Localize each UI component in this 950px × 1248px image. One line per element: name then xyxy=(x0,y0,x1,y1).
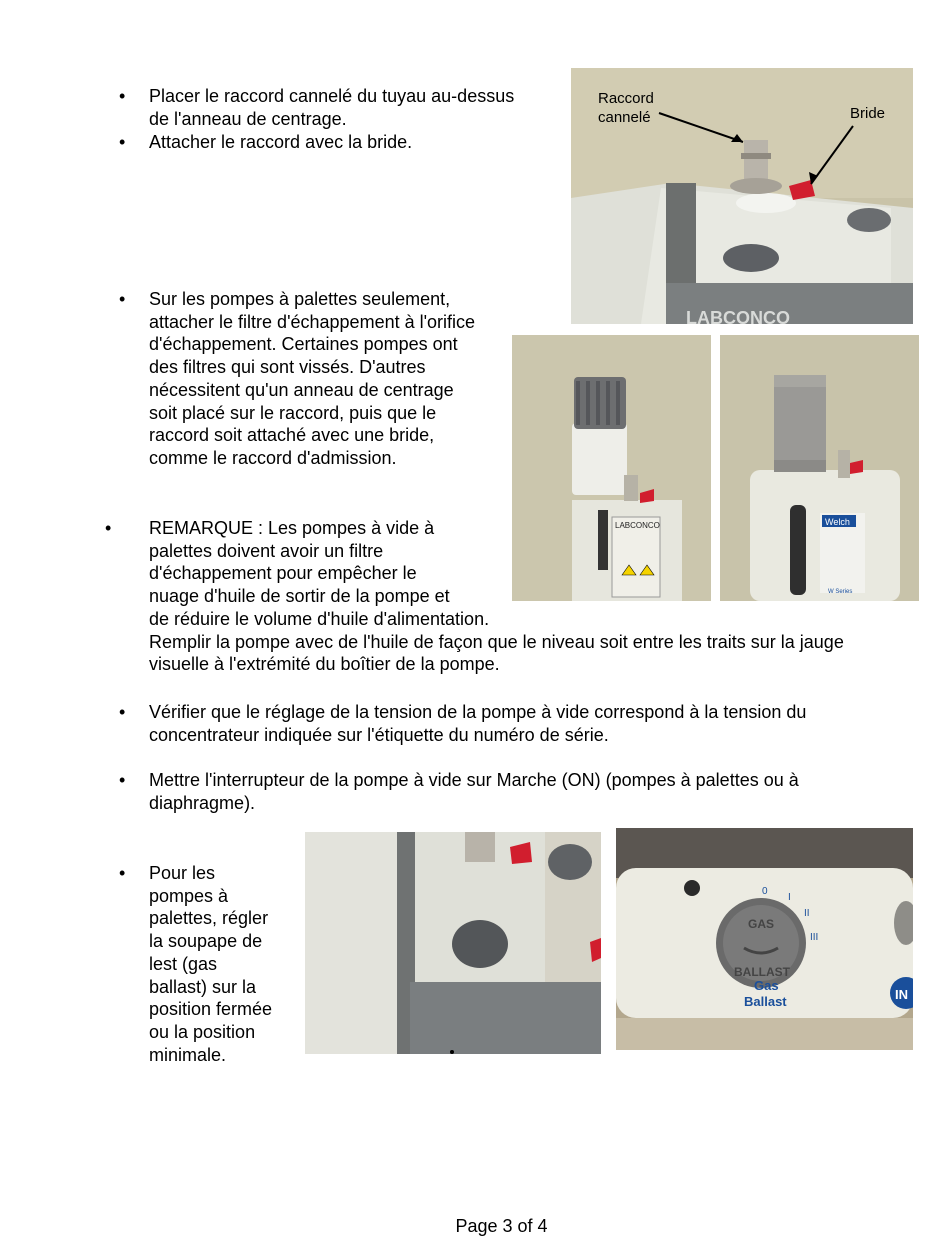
knob-text-gas: GAS xyxy=(748,917,775,931)
text-line: la soupape de xyxy=(149,931,263,952)
bullet-2: • xyxy=(119,132,126,152)
mark-3: III xyxy=(810,932,819,943)
text-line: nécessitent qu'un anneau de centrage xyxy=(149,379,454,400)
text-line: position fermée xyxy=(149,999,273,1020)
text-line: Remplir la pompe avec de l'huile de façon que le niveau soit entre les traits sur la jauge xyxy=(149,631,844,652)
paragraph-5 xyxy=(149,701,806,746)
page-footer: Page 3 of 4 xyxy=(455,1216,548,1236)
paragraph-3 xyxy=(149,288,475,470)
text-line: d'échappement pour empêcher le xyxy=(149,563,417,584)
text-line: Attacher le raccord avec la bride. xyxy=(149,132,413,152)
text-line: Pour les xyxy=(149,863,216,883)
text-line: diaphragme). xyxy=(149,792,256,813)
photo-gas-ballast-knob-image xyxy=(305,832,601,1054)
photo-gas-ballast-closeup xyxy=(616,828,913,1050)
bullet-5: • xyxy=(119,702,126,722)
text-line: de l'anneau de centrage. xyxy=(149,108,347,129)
welch-series: W Series xyxy=(828,589,853,595)
text-line: lest (gas xyxy=(149,953,218,974)
text-line: Sur les pompes à palettes seulement, xyxy=(149,289,451,309)
photo-exhaust-filter-labconco xyxy=(512,335,711,601)
label-cannele: cannelé xyxy=(598,109,651,126)
bullet-6: • xyxy=(119,770,126,790)
edge-label-in: IN xyxy=(895,987,908,1002)
text-line: visuelle à l'extrémité du boîtier de la pompe. xyxy=(149,654,500,675)
brand-labconco: LABCONCO xyxy=(686,308,790,324)
text-line: palettes, régler xyxy=(149,908,269,929)
caption-ballast: Ballast xyxy=(744,994,787,1009)
photo-hose-barb-fitting-image xyxy=(571,68,913,324)
bullet-3: • xyxy=(119,289,126,309)
paragraph-1 xyxy=(149,85,514,130)
bullet-7: • xyxy=(119,863,126,883)
bullet-1: • xyxy=(119,86,126,106)
text-line: ou la position xyxy=(149,1021,256,1042)
paragraph-6 xyxy=(149,769,799,814)
mark-2: II xyxy=(804,908,810,919)
photo-hose-barb-fitting xyxy=(571,68,913,324)
photo-exhaust-filter-welch xyxy=(720,335,919,601)
text-line: Vérifier que le réglage de la tension de la pompe à vide correspond à la tension du xyxy=(149,702,807,722)
text-line: ballast) sur la xyxy=(149,976,257,997)
text-line: pompes à xyxy=(149,885,229,906)
text-line: REMARQUE : Les pompes à vide à xyxy=(149,518,435,538)
brand-welch: Welch xyxy=(825,517,850,527)
photo-exhaust-filter-welch-image xyxy=(720,335,919,601)
knob-text-ballast: BALLAST xyxy=(734,965,790,979)
text-line: raccord soit attaché avec une bride, xyxy=(149,425,435,446)
label-raccord: Raccord xyxy=(598,90,654,107)
paragraph-7 xyxy=(149,862,272,1066)
mark-0: 0 xyxy=(762,886,768,897)
bullet-4: • xyxy=(105,518,112,538)
text-line: nuage d'huile de sortir de la pompe et xyxy=(149,586,450,607)
text-line: soit placé sur le raccord, puis que le xyxy=(149,402,437,423)
text-line: palettes doivent avoir un filtre xyxy=(149,540,384,561)
photo-exhaust-filter-labconco-image xyxy=(512,335,711,601)
text-line: minimale. xyxy=(149,1044,227,1065)
brand-labconco-label: LABCONCO xyxy=(615,521,660,530)
label-bride: Bride xyxy=(850,105,886,122)
photo-gas-ballast-closeup-image xyxy=(616,828,913,1050)
caption-gas: Gas xyxy=(754,978,779,993)
text-line: concentrateur indiquée sur l'étiquette du numéro de série. xyxy=(149,724,609,745)
text-line: des filtres qui sont vissés. D'autres xyxy=(149,357,426,378)
text-line: Mettre l'interrupteur de la pompe à vide sur Marche (ON) (pompes à palettes ou à xyxy=(149,770,799,790)
text-line: de réduire le volume d'huile d'alimentation. xyxy=(149,608,490,629)
text-line: Placer le raccord cannelé du tuyau au-dessus xyxy=(149,86,515,106)
mark-1: I xyxy=(788,892,791,903)
text-line: d'échappement. Certaines pompes ont xyxy=(149,334,458,355)
text-line: attacher le filtre d'échappement à l'orifice xyxy=(149,311,476,332)
text-line: comme le raccord d'admission. xyxy=(149,447,397,468)
paragraph-2 xyxy=(149,131,412,154)
photo-gas-ballast-knob xyxy=(305,832,601,1054)
